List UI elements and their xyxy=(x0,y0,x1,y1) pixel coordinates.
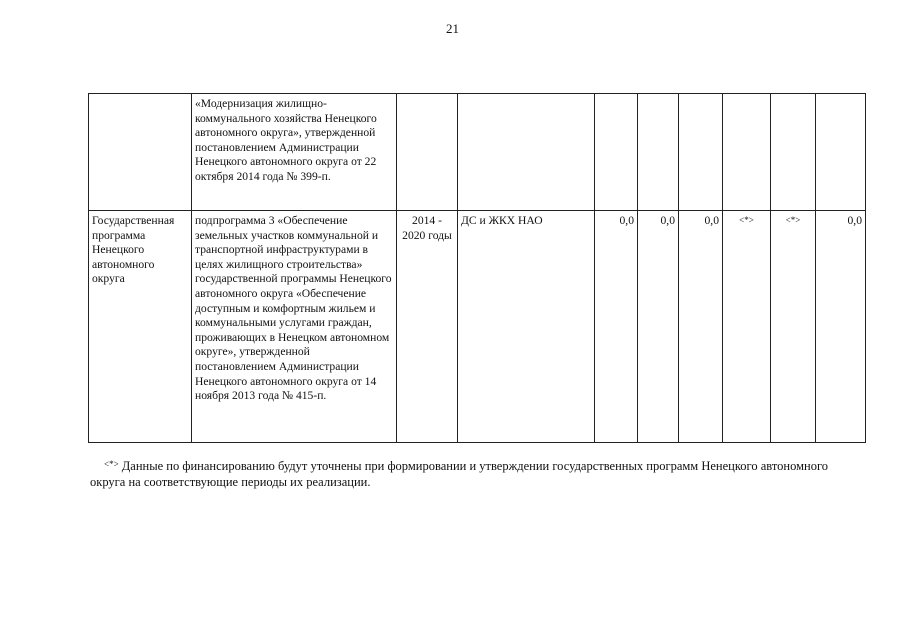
program-description-cell: подпрограмма 3 «Обеспечение земельных участков коммунальной и транспортной инфраструктурами в целях жилищного строительства» государственной программы Ненецкого автономного округа «Обеспечение доступным и комфортным жильем и коммунальными услугами граждан, проживающих в Ненецком автономном округе», утвержденной постановлением Администрации Ненецкого автономного округа от 14 ноября 2013 года № 415-п. xyxy=(192,211,397,443)
value-cell xyxy=(723,94,771,211)
program-name-cell: Государственная программа Ненецкого автономного округа xyxy=(89,211,192,443)
period-cell xyxy=(397,94,458,211)
program-description-cell: «Модернизация жилищно-коммунального хозяйства Ненецкого автономного округа», утвержденной постановлением Администрации Ненецкого автономного округа от 22 октября 2014 года № 399-п. xyxy=(192,94,397,211)
value-cell xyxy=(638,94,679,211)
footnote xyxy=(90,456,860,490)
value-cell xyxy=(771,94,816,211)
value-cell xyxy=(595,94,638,211)
value-cell: <*> xyxy=(771,211,816,443)
value-cell: 0,0 xyxy=(679,211,723,443)
value-cell xyxy=(679,94,723,211)
value-cell xyxy=(816,94,866,211)
value-cell: <*> xyxy=(723,211,771,443)
executor-cell xyxy=(458,94,595,211)
value-cell: 0,0 xyxy=(816,211,866,443)
table-row xyxy=(89,211,866,443)
executor-cell: ДС и ЖКХ НАО xyxy=(458,211,595,443)
program-name-cell xyxy=(89,94,192,211)
footnote-mark: <*> xyxy=(104,459,119,469)
page-number: 21 xyxy=(446,21,459,36)
footnote-text: Данные по финансированию будут уточнены при формировании и утверждении государственных программ Ненецкого автономного округа на соответствующие периоды их реализации. xyxy=(90,459,829,489)
period-cell: 2014 - 2020 годы xyxy=(397,211,458,443)
financing-table xyxy=(88,93,866,443)
value-cell: 0,0 xyxy=(638,211,679,443)
value-cell: 0,0 xyxy=(595,211,638,443)
table-row xyxy=(89,94,866,211)
